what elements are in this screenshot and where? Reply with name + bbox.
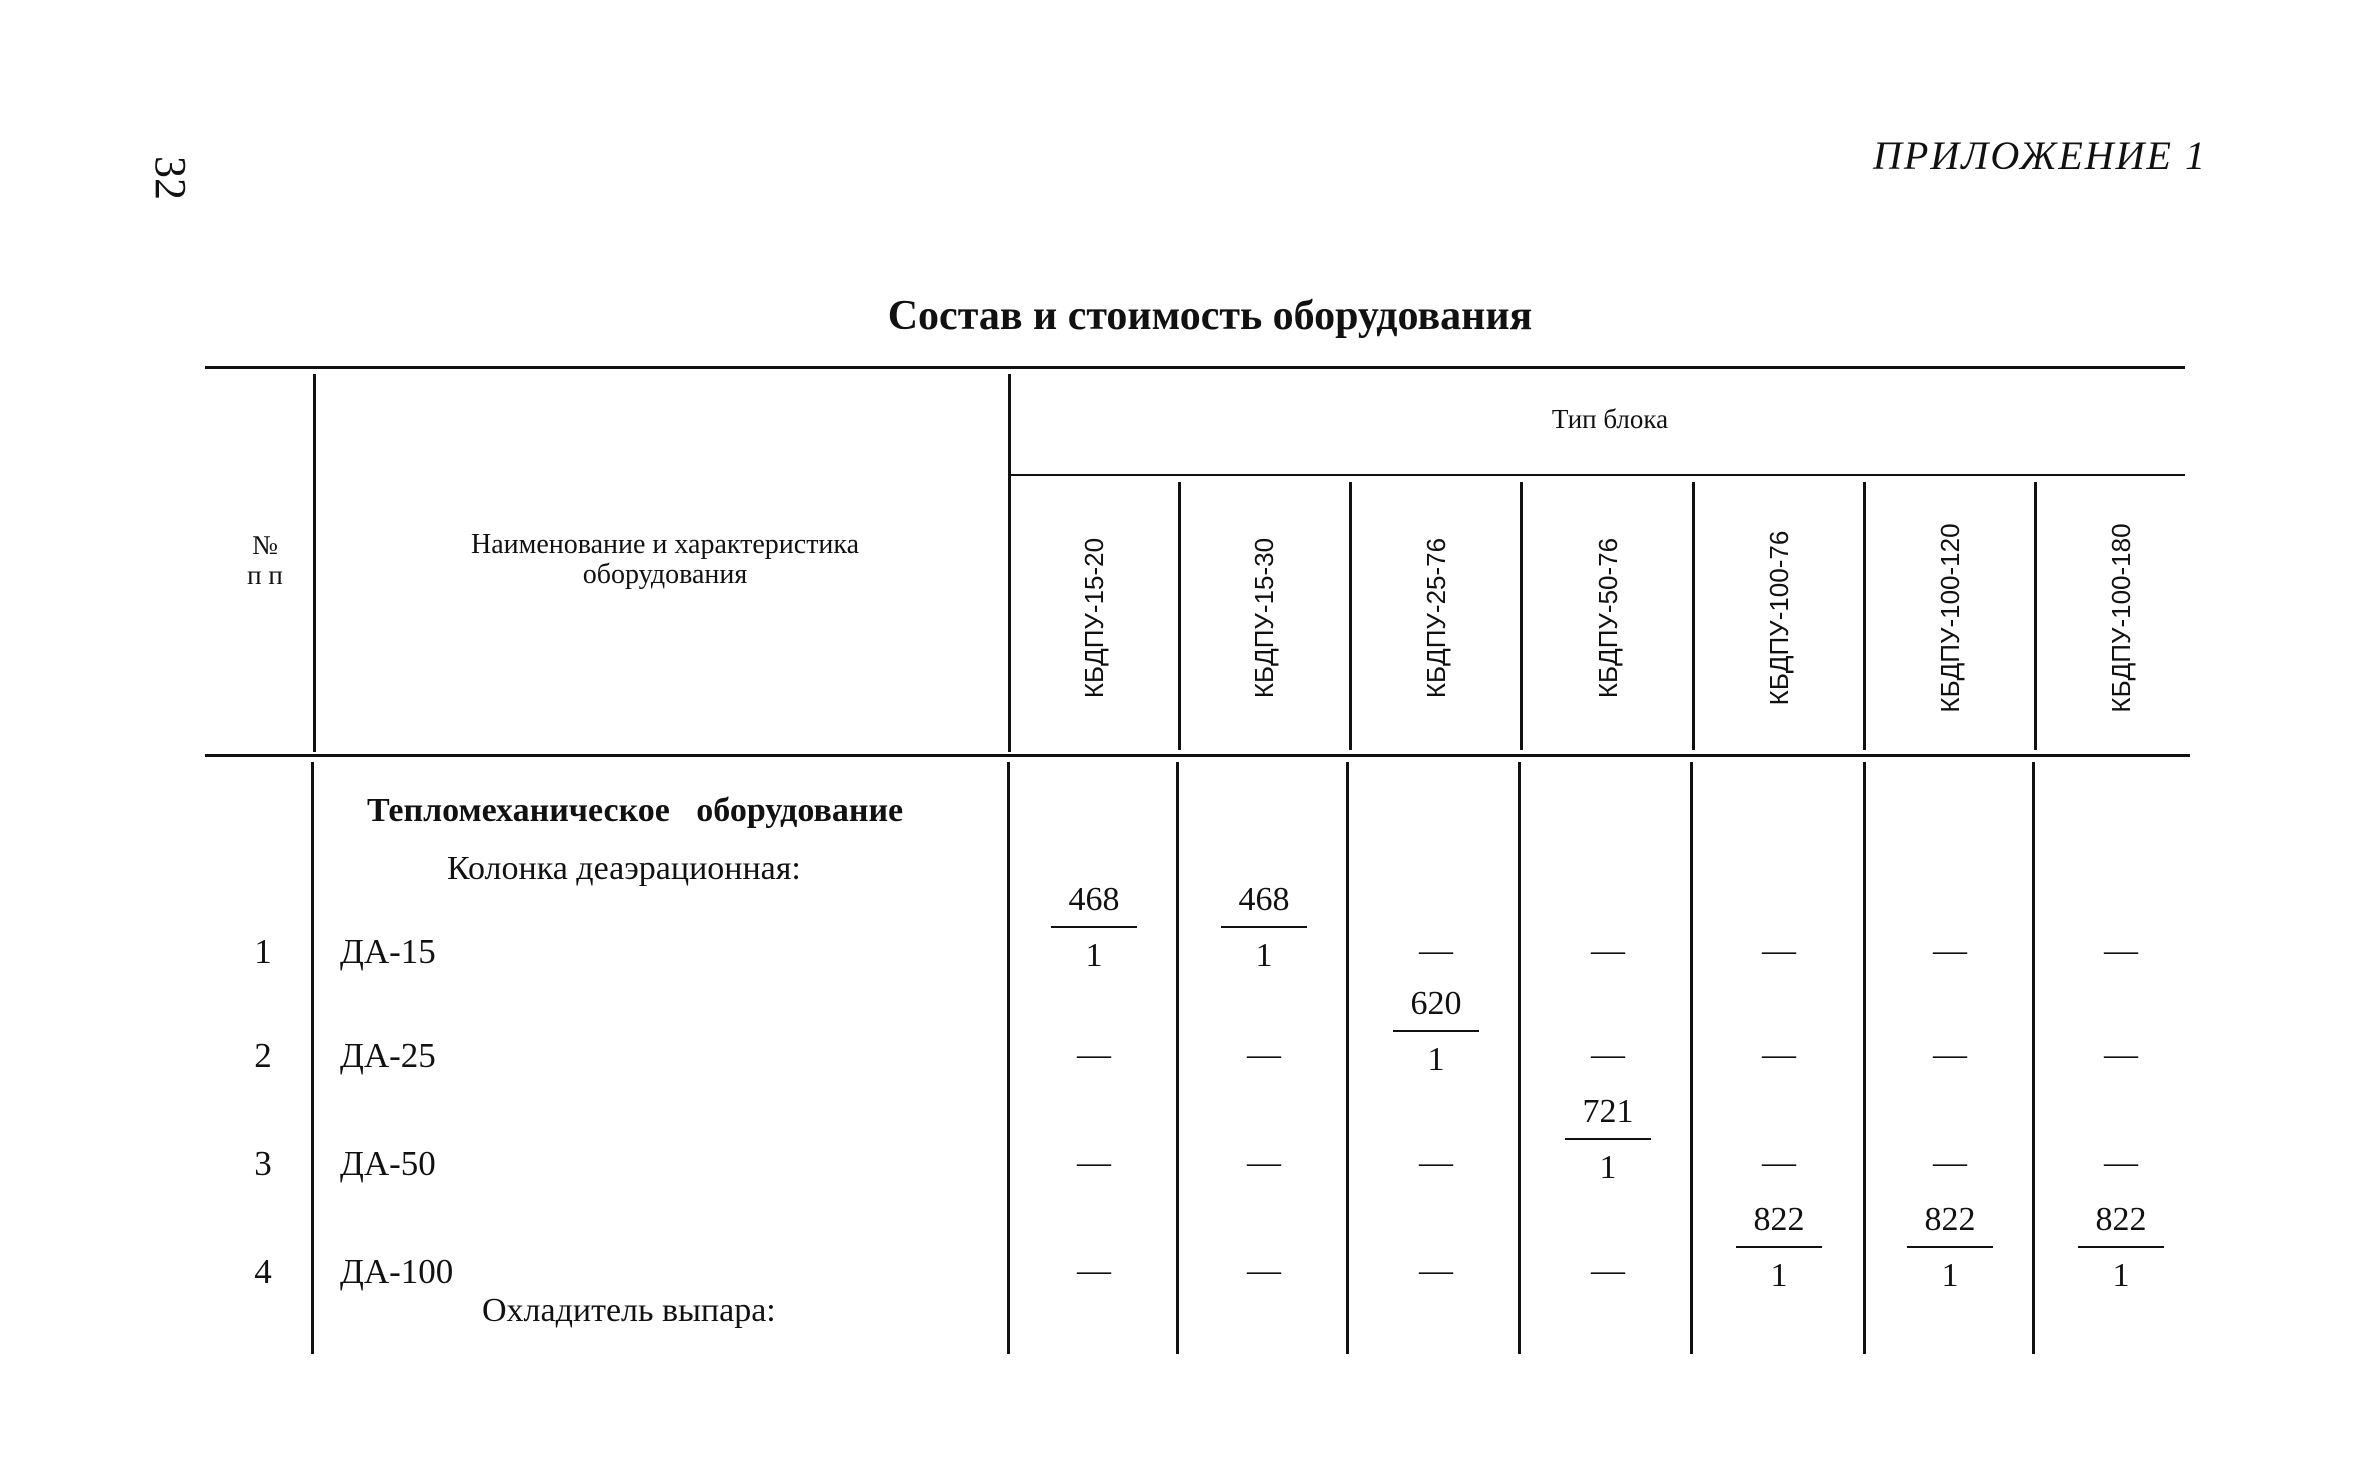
empty-cell-dash: —: [1419, 1252, 1453, 1289]
price-value: 721: [1582, 1093, 1634, 1130]
quantity-value: 1: [1255, 937, 1273, 974]
fraction-bar: [1907, 1246, 1993, 1248]
quantity-value: 1: [1085, 937, 1103, 974]
fraction-bar: [1221, 926, 1307, 928]
price-value: 468: [1068, 881, 1120, 918]
section-title: Тепломеханическое оборудование: [367, 792, 904, 829]
empty-cell-dash: —: [1247, 1252, 1281, 1289]
fraction-bar: [1393, 1030, 1479, 1032]
block-type-header: КБДПУ-100-76: [1764, 530, 1794, 706]
header-bottom-rule: [205, 754, 2190, 757]
row-number: 4: [254, 1252, 272, 1291]
col-header-block-type: Тип блока: [1551, 404, 1669, 434]
price-quantity-cell: [2061, 1200, 2181, 1296]
quantity-value: 1: [1427, 1041, 1445, 1078]
header-col-divider: [1178, 482, 1181, 750]
table-top-rule: [205, 366, 2185, 369]
row-name: ДА-15: [340, 932, 436, 971]
empty-cell-dash: —: [1077, 1144, 1111, 1181]
fraction-bar: [1736, 1246, 1822, 1248]
row-name: ДА-25: [340, 1036, 436, 1075]
empty-cell-dash: —: [1933, 932, 1967, 969]
header-col-divider: [1520, 482, 1523, 750]
body-col-divider: [1176, 762, 1179, 1354]
body-col-divider: [1863, 762, 1866, 1354]
quantity-value: 1: [1770, 1257, 1788, 1294]
col-divider-no: [313, 374, 316, 752]
col-divider-name: [1008, 374, 1011, 752]
body-col-divider: [2032, 762, 2035, 1354]
row-name: ДА-100: [340, 1252, 454, 1291]
header-col-divider: [2034, 482, 2037, 750]
page-number: 32: [146, 156, 195, 200]
price-quantity-cell: [1719, 1200, 1839, 1296]
empty-cell-dash: —: [1591, 1036, 1625, 1073]
block-type-header: КБДПУ-15-20: [1079, 537, 1109, 699]
empty-cell-dash: —: [1419, 932, 1453, 969]
body-col-divider: [1690, 762, 1693, 1354]
subgroup-cooler: Охладитель выпара:: [482, 1292, 776, 1329]
empty-cell-dash: —: [1077, 1036, 1111, 1073]
empty-cell-dash: —: [1591, 932, 1625, 969]
header-col-divider: [1349, 482, 1352, 750]
empty-cell-dash: —: [1247, 1036, 1281, 1073]
price-quantity-cell: [1034, 880, 1154, 976]
row-number: 3: [254, 1144, 272, 1183]
empty-cell-dash: —: [2104, 1036, 2138, 1073]
block-type-header: КБДПУ-100-120: [1935, 523, 1965, 713]
price-quantity-cell: [1548, 1092, 1668, 1188]
empty-cell-dash: —: [1933, 1144, 1967, 1181]
quantity-value: 1: [2112, 1257, 2130, 1294]
group-header-rule: [1010, 474, 2185, 476]
empty-cell-dash: —: [1591, 1252, 1625, 1289]
col-header-name: Наименование и характеристика оборудования: [470, 529, 860, 590]
appendix-label: ПРИЛОЖЕНИЕ 1: [1873, 133, 2207, 178]
quantity-value: 1: [1599, 1149, 1617, 1186]
fraction-bar: [1565, 1138, 1651, 1140]
col-header-no: № п п: [247, 530, 283, 590]
fraction-bar: [1051, 926, 1137, 928]
row-number: 2: [254, 1036, 272, 1075]
empty-cell-dash: —: [1933, 1036, 1967, 1073]
price-value: 822: [1924, 1201, 1976, 1238]
body-col-divider: [1346, 762, 1349, 1354]
empty-cell-dash: —: [1762, 1144, 1796, 1181]
body-col-divider: [1518, 762, 1521, 1354]
price-quantity-cell: [1890, 1200, 2010, 1296]
empty-cell-dash: —: [1762, 932, 1796, 969]
block-type-header: КБДПУ-100-180: [2106, 523, 2136, 713]
row-number: 1: [254, 932, 272, 971]
empty-cell-dash: —: [2104, 1144, 2138, 1181]
header-col-divider: [1692, 482, 1695, 750]
price-quantity-cell: [1204, 880, 1324, 976]
block-type-header: КБДПУ-50-76: [1593, 537, 1623, 699]
empty-cell-dash: —: [1419, 1144, 1453, 1181]
subgroup-deaerator: Колонка деаэрационная:: [447, 850, 801, 887]
price-quantity-cell: [1376, 984, 1496, 1080]
price-value: 468: [1238, 881, 1290, 918]
page-title: Состав и стоимость оборудования: [887, 293, 1533, 339]
block-type-header: КБДПУ-15-30: [1249, 537, 1279, 699]
empty-cell-dash: —: [1247, 1144, 1281, 1181]
price-value: 822: [1753, 1201, 1805, 1238]
price-value: 620: [1410, 985, 1462, 1022]
row-name: ДА-50: [340, 1144, 436, 1183]
empty-cell-dash: —: [2104, 932, 2138, 969]
empty-cell-dash: —: [1762, 1036, 1796, 1073]
body-col-divider-name: [311, 762, 314, 1354]
price-value: 822: [2095, 1201, 2147, 1238]
header-col-divider: [1863, 482, 1866, 750]
fraction-bar: [2078, 1246, 2164, 1248]
empty-cell-dash: —: [1077, 1252, 1111, 1289]
quantity-value: 1: [1941, 1257, 1959, 1294]
body-col-divider: [1007, 762, 1010, 1354]
block-type-header: КБДПУ-25-76: [1421, 537, 1451, 699]
